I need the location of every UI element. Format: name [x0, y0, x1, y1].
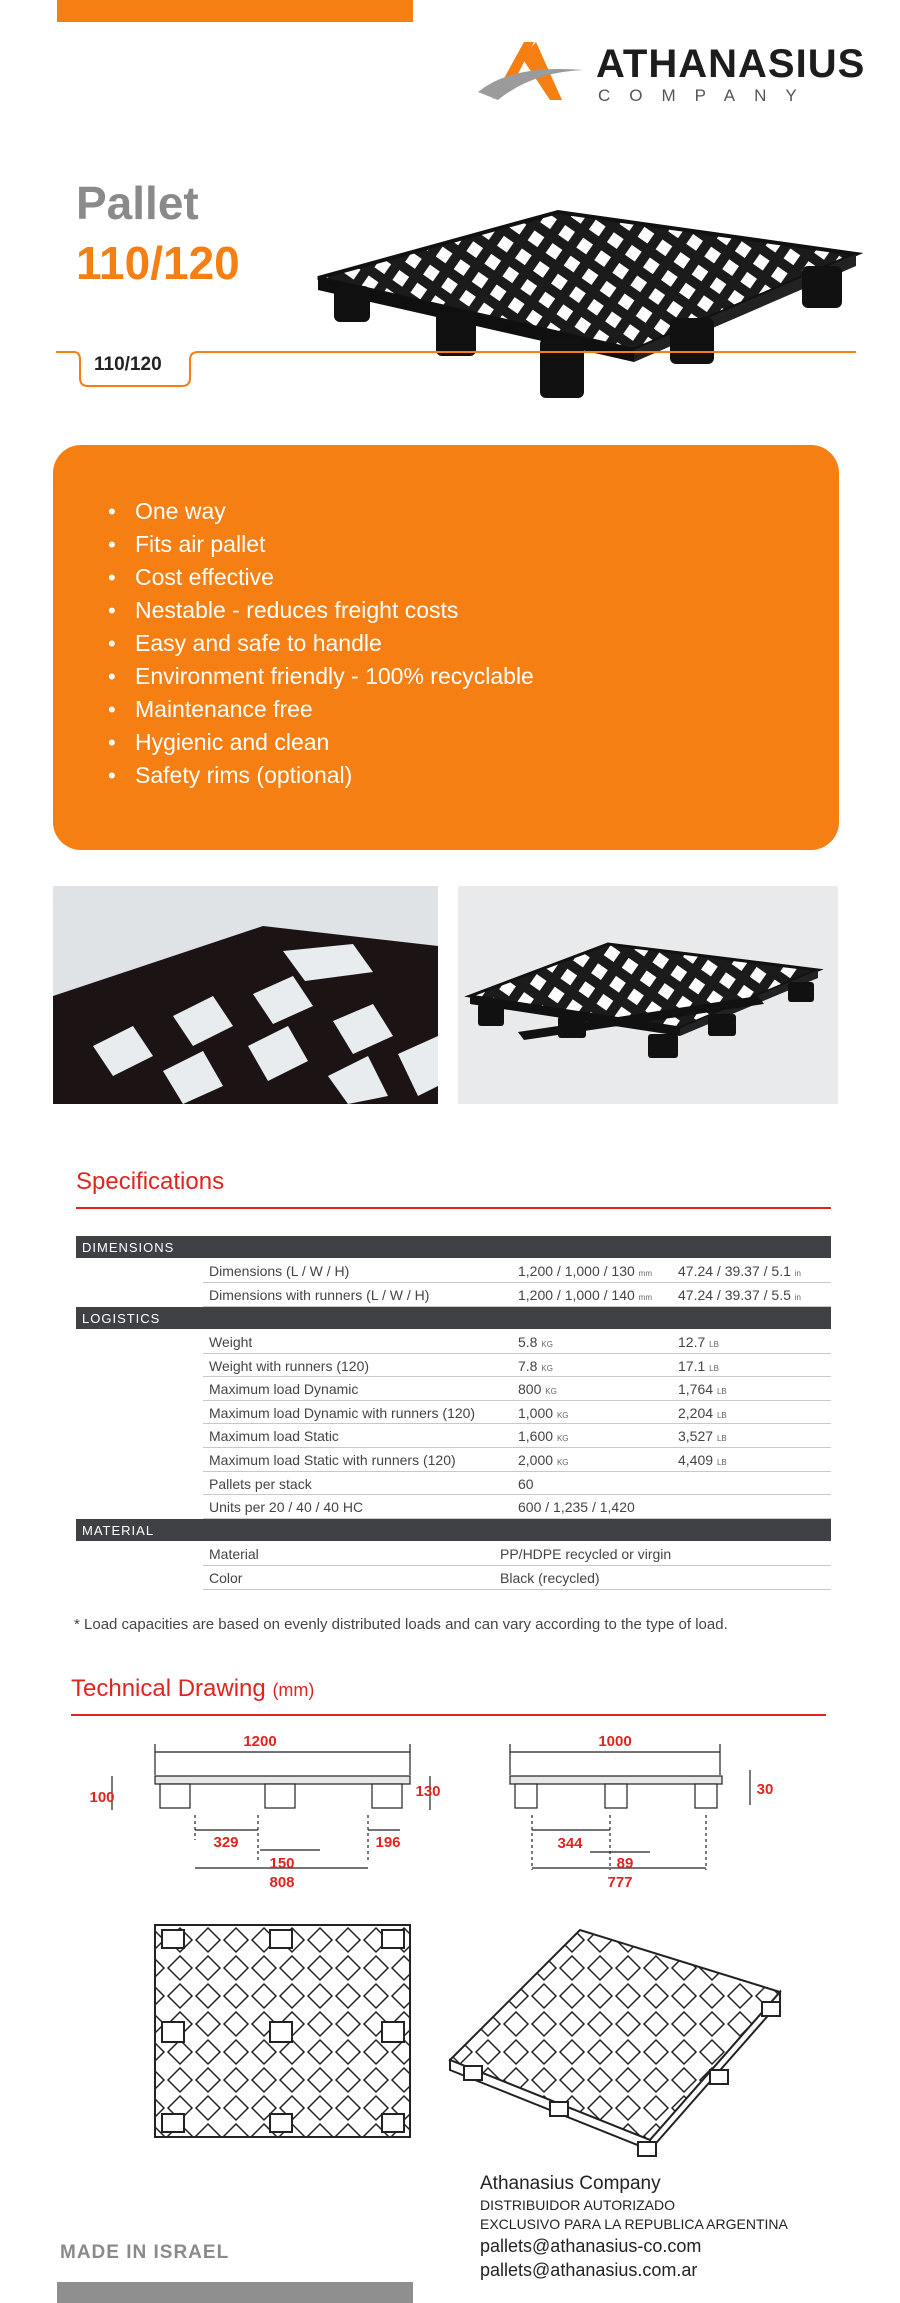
section-header-logistics: LOGISTICS: [76, 1307, 831, 1329]
contact-line2: EXCLUSIVO PARA LA REPUBLICA ARGENTINA: [480, 2216, 788, 2232]
dim-d: 808: [269, 1874, 295, 1891]
features-panel: [53, 445, 839, 850]
dim-height: 100: [89, 1789, 115, 1806]
made-in-label: MADE IN ISRAEL: [60, 2242, 230, 2263]
table-row: Weight 5.8 KG 12.7 LB: [203, 1330, 831, 1354]
feature-item: • Easy and safe to handle: [108, 627, 839, 660]
table-row: Units per 20 / 40 / 40 HC 600 / 1,235 / 1,420: [203, 1495, 831, 1519]
table-row: Pallets per stack 60: [203, 1472, 831, 1496]
dim-c-b: 777: [607, 1874, 633, 1891]
feature-item: • Maintenance free: [108, 693, 839, 726]
table-row: Dimensions with runners (L / W / H) 1,200 / 1,000 / 140 mm 47.24 / 39.37 / 5.5 in: [203, 1283, 831, 1307]
table-row: Dimensions (L / W / H) 1,200 / 1,000 / 130 mm 47.24 / 39.37 / 5.1 in: [203, 1259, 831, 1283]
section-header-material: MATERIAL: [76, 1519, 831, 1541]
dim-a-b: 344: [557, 1835, 583, 1852]
isometric-view: [450, 1930, 780, 2156]
feature-item: • Hygienic and clean: [108, 726, 839, 759]
pallet-closeup-photo: [53, 886, 438, 1104]
contact-block: [480, 2172, 880, 2282]
feature-item: • Fits air pallet: [108, 528, 839, 561]
top-accent-bar: [57, 0, 413, 22]
load-capacity-note: * Load capacities are based on evenly distributed loads and can vary according to the type of load.: [74, 1616, 728, 1633]
contact-name: Athanasius Company: [480, 2173, 661, 2194]
contact-email[interactable]: pallets@athanasius.com.ar: [480, 2260, 698, 2280]
company-logo: [472, 34, 866, 108]
product-title-line1: Pallet: [76, 177, 199, 229]
dim-c: 196: [375, 1834, 401, 1851]
divider: [71, 1714, 826, 1716]
table-row: Maximum load Static with runners (120) 2,000 KG 4,409 LB: [203, 1448, 831, 1472]
feature-item: • One way: [108, 495, 839, 528]
feature-item: • Cost effective: [108, 561, 839, 594]
logo-mark-icon: [472, 34, 592, 108]
contact-line1: DISTRIBUIDOR AUTORIZADO: [480, 2197, 675, 2213]
technical-drawings: [89, 1730, 810, 2170]
model-tab-outline: [56, 350, 856, 390]
dim-b: 150: [269, 1855, 295, 1872]
dim-a: 329: [213, 1834, 239, 1851]
specifications-title: Specifications: [76, 1168, 225, 1195]
model-label: 110/120: [94, 354, 162, 375]
table-row: Maximum load Dynamic with runners (120) 1,000 KG 2,204 LB: [203, 1401, 831, 1425]
product-title-line2: 110/120: [76, 237, 240, 289]
table-row: Color Black (recycled): [203, 1566, 831, 1590]
feature-item: • Nestable - reduces freight costs: [108, 594, 839, 627]
dim-width: 1000: [598, 1733, 632, 1750]
feature-item: • Environment friendly - 100% recyclable: [108, 660, 839, 693]
contact-email[interactable]: pallets@athanasius-co.com: [480, 2236, 702, 2256]
dim-b-b: 89: [616, 1855, 634, 1872]
dim-height-runners: 130: [415, 1783, 441, 1800]
logo-name: ATHANASIUS: [596, 42, 866, 86]
dim-height-b: 30: [756, 1781, 774, 1798]
feature-item: • Safety rims (optional): [108, 759, 839, 792]
divider: [76, 1207, 831, 1209]
dim-length: 1200: [243, 1733, 277, 1750]
pallet-photo: [458, 886, 838, 1104]
table-row: Maximum load Dynamic 800 KG 1,764 LB: [203, 1377, 831, 1401]
table-row: Weight with runners (120) 7.8 KG 17.1 LB: [203, 1354, 831, 1378]
logo-subtitle: COMPANY: [598, 86, 816, 105]
top-view: [155, 1925, 410, 2137]
side-view-width: [510, 1744, 750, 1870]
section-header-dimensions: DIMENSIONS: [76, 1236, 831, 1258]
technical-drawing-title: Technical Drawing (mm): [71, 1675, 315, 1702]
table-row: Material PP/HDPE recycled or virgin: [203, 1542, 831, 1566]
bottom-accent-bar: [57, 2282, 413, 2303]
table-row: Maximum load Static 1,600 KG 3,527 LB: [203, 1424, 831, 1448]
